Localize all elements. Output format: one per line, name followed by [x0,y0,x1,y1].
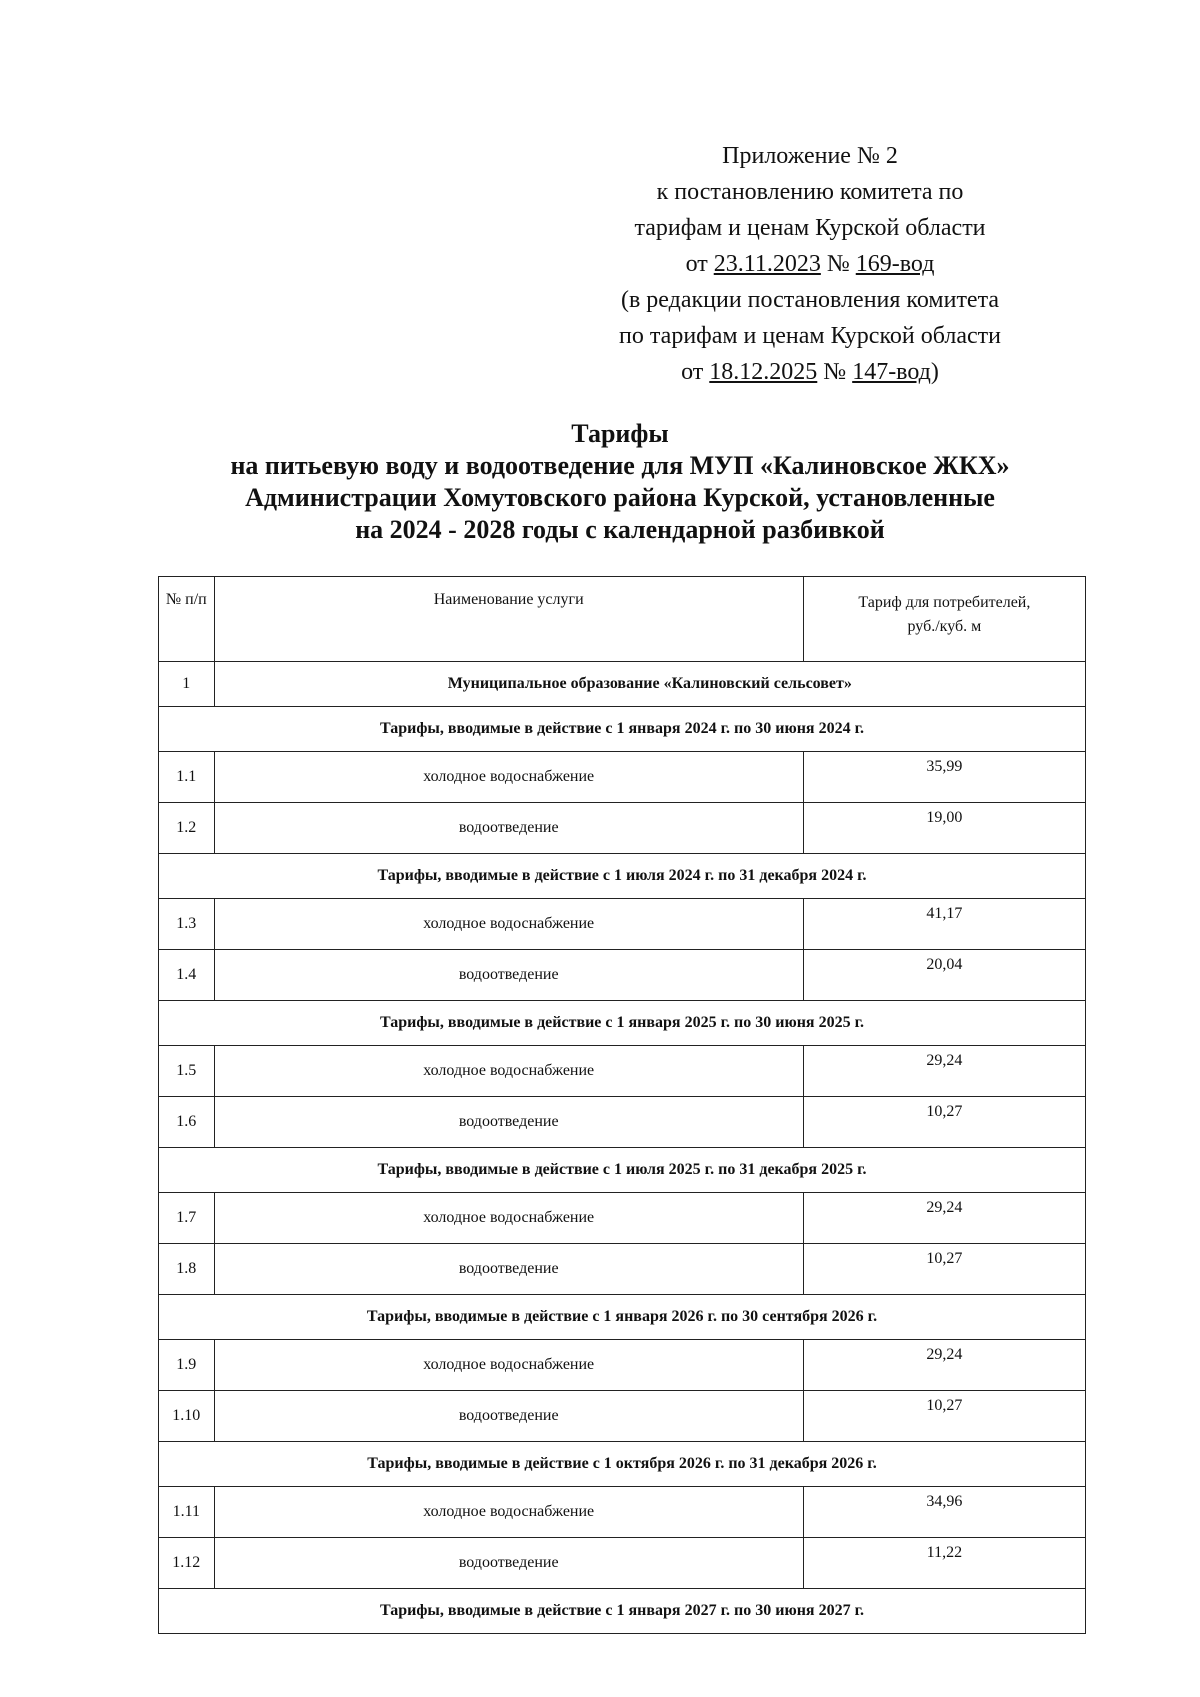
appendix-date-line [560,246,1060,282]
appendix-header [560,138,1060,390]
title-line: на 2024 - 2028 годы с календарной разбивкой [355,515,885,544]
edit-date: 18.12.2025 [709,359,818,385]
tariff-table [158,576,1086,1634]
item-name: холодное водоснабжение [214,1487,803,1538]
number-prefix: № [820,251,856,277]
appendix-line: Приложение № 2 [722,143,898,169]
appendix-edit-date-line [560,354,1060,390]
period-row [159,1148,1086,1193]
period-label: Тарифы, вводимые в действие с 1 июля 2025 г. по 31 декабря 2025 г. [159,1148,1086,1193]
item-num: 1.8 [159,1244,215,1295]
item-num: 1.1 [159,752,215,803]
title-line: Тарифы [571,419,669,448]
table-row [159,899,1086,950]
period-row [159,1442,1086,1487]
appendix-line: (в редакции постановления комитета [620,287,1000,313]
item-name: водоотведение [214,1391,803,1442]
header-name: Наименование услуги [214,577,803,662]
title-line: на питьевую воду и водоотведение для МУП «Калиновское ЖКХ» [230,451,1010,480]
table-row [159,1487,1086,1538]
item-name: холодное водоснабжение [214,1340,803,1391]
item-tariff-value: 41,17 [803,899,1085,950]
item-tariff-value: 20,04 [803,950,1085,1001]
item-tariff-value: 29,24 [803,1193,1085,1244]
appendix-line: по тарифам и ценам Курской области [619,323,1001,349]
period-label: Тарифы, вводимые в действие с 1 января 2027 г. по 30 июня 2027 г. [159,1589,1086,1634]
item-tariff-value: 29,24 [803,1340,1085,1391]
period-label: Тарифы, вводимые в действие с 1 января 2024 г. по 30 июня 2024 г. [159,707,1086,752]
period-row [159,854,1086,899]
period-label: Тарифы, вводимые в действие с 1 октября 2026 г. по 31 декабря 2026 г. [159,1442,1086,1487]
period-label: Тарифы, вводимые в действие с 1 января 2025 г. по 30 июня 2025 г. [159,1001,1086,1046]
period-row [159,1295,1086,1340]
table-row [159,1538,1086,1589]
item-tariff-value: 11,22 [803,1538,1085,1589]
item-tariff-value: 34,96 [803,1487,1085,1538]
item-num: 1.2 [159,803,215,854]
period-row [159,707,1086,752]
item-name: холодное водоснабжение [214,1046,803,1097]
table-row [159,950,1086,1001]
period-row [159,1589,1086,1634]
item-num: 1.11 [159,1487,215,1538]
edit-number: 147-вод [852,359,931,385]
table-row [159,1391,1086,1442]
header-num: № п/п [159,577,215,662]
municipality-row [159,662,1086,707]
table-row [159,1097,1086,1148]
resolution-date: 23.11.2023 [713,251,821,277]
title-line: Администрации Хомутовского района Курской, установленные [245,483,995,512]
edit-date-prefix: от [681,359,710,385]
table-header-row [159,577,1086,662]
document-title [160,418,1080,546]
table-row [159,1340,1086,1391]
item-tariff-value: 35,99 [803,752,1085,803]
item-name: холодное водоснабжение [214,899,803,950]
item-name: холодное водоснабжение [214,1193,803,1244]
period-label: Тарифы, вводимые в действие с 1 января 2026 г. по 30 сентября 2026 г. [159,1295,1086,1340]
item-name: водоотведение [214,1538,803,1589]
item-num: 1.10 [159,1391,215,1442]
item-name: водоотведение [214,803,803,854]
item-tariff-value: 19,00 [803,803,1085,854]
table-row [159,1244,1086,1295]
item-name: холодное водоснабжение [214,752,803,803]
resolution-number: 169-вод [855,251,935,277]
municipality-num: 1 [159,662,215,707]
item-name: водоотведение [214,1244,803,1295]
item-num: 1.4 [159,950,215,1001]
item-num: 1.5 [159,1046,215,1097]
item-num: 1.3 [159,899,215,950]
item-num: 1.9 [159,1340,215,1391]
item-name: водоотведение [214,1097,803,1148]
edit-number-prefix: № [817,359,853,385]
item-tariff-value: 29,24 [803,1046,1085,1097]
appendix-line: к постановлению комитета по [656,179,964,205]
item-num: 1.6 [159,1097,215,1148]
table-row [159,803,1086,854]
header-tariff [803,577,1085,662]
header-tariff-line1: Тариф для потребителей, [858,594,1031,611]
item-tariff-value: 10,27 [803,1244,1085,1295]
appendix-line: тарифам и ценам Курской области [634,215,986,241]
period-row [159,1001,1086,1046]
item-num: 1.12 [159,1538,215,1589]
item-tariff-value: 10,27 [803,1391,1085,1442]
item-num: 1.7 [159,1193,215,1244]
item-name: водоотведение [214,950,803,1001]
period-label: Тарифы, вводимые в действие с 1 июля 2024 г. по 31 декабря 2024 г. [159,854,1086,899]
item-tariff-value: 10,27 [803,1097,1085,1148]
table-row [159,1046,1086,1097]
edit-suffix: ) [930,359,939,385]
date-prefix: от [685,251,714,277]
table-row [159,752,1086,803]
municipality-name: Муниципальное образование «Калиновский сельсовет» [214,662,1085,707]
header-tariff-line2: руб./куб. м [907,618,982,635]
table-row [159,1193,1086,1244]
